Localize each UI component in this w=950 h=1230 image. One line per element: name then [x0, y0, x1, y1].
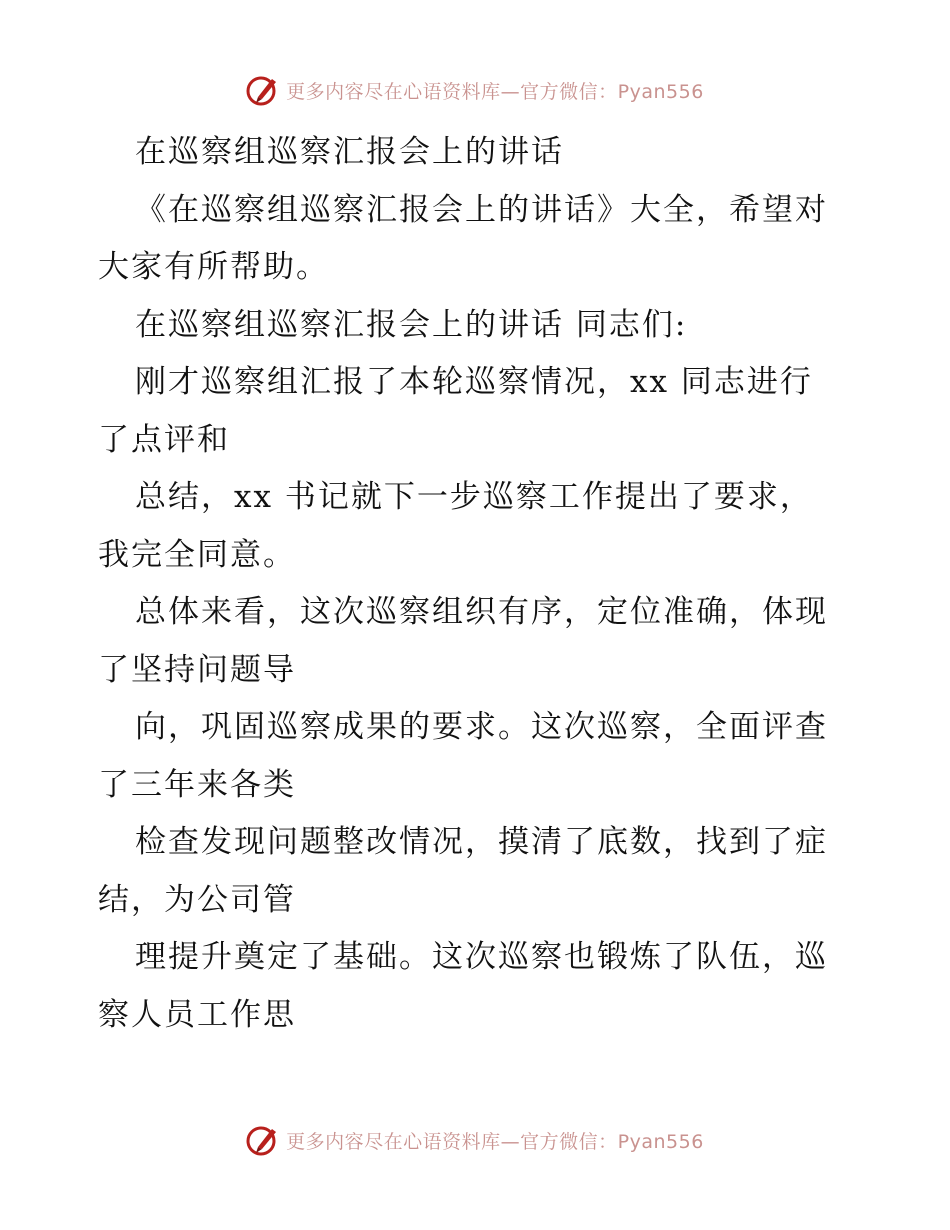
- paragraph-line: 了三年来各类: [98, 766, 296, 803]
- paragraph-line: 向，巩固巡察成果的要求。这次巡察，全面评查: [135, 709, 828, 745]
- footer-banner-text: 更多内容尽在心语资料库—官方微信：Pyan556: [286, 1130, 704, 1153]
- paragraph-line: 我完全同意。: [98, 536, 296, 573]
- header-banner: [0, 70, 950, 110]
- paragraph-line: 在巡察组巡察汇报会上的讲话 同志们:: [135, 306, 688, 343]
- paragraph-line: 了点评和: [98, 421, 230, 458]
- paragraph-line: 结，为公司管: [98, 881, 296, 918]
- paragraph-line: 大家有所帮助。: [98, 249, 329, 285]
- paragraph-line: 理提升奠定了基础。这次巡察也锻炼了队伍，巡: [135, 939, 828, 975]
- footer-banner: [0, 1120, 950, 1160]
- paragraph-line: 《在巡察组巡察汇报会上的讲话》大全，希望对: [135, 191, 828, 228]
- paragraph-line: 刚才巡察组汇报了本轮巡察情况，xx 同志进行: [135, 364, 813, 400]
- document-title: 在巡察组巡察汇报会上的讲话: [135, 134, 564, 170]
- paragraph-line: 了坚持问题导: [98, 651, 296, 688]
- pen-nib-circle-icon: [246, 1123, 280, 1157]
- paragraph-line: 检查发现问题整改情况，摸清了底数，找到了症: [135, 824, 828, 860]
- document-body: [98, 124, 858, 1044]
- paragraph-line: 总结，xx 书记就下一步巡察工作提出了要求，: [135, 479, 813, 515]
- paragraph-line: 察人员工作思: [98, 996, 296, 1033]
- header-banner-text: 更多内容尽在心语资料库—官方微信：Pyan556: [286, 80, 704, 103]
- paragraph-line: 总体来看，这次巡察组织有序，定位准确，体现: [135, 594, 828, 630]
- pen-nib-circle-icon: [246, 73, 280, 107]
